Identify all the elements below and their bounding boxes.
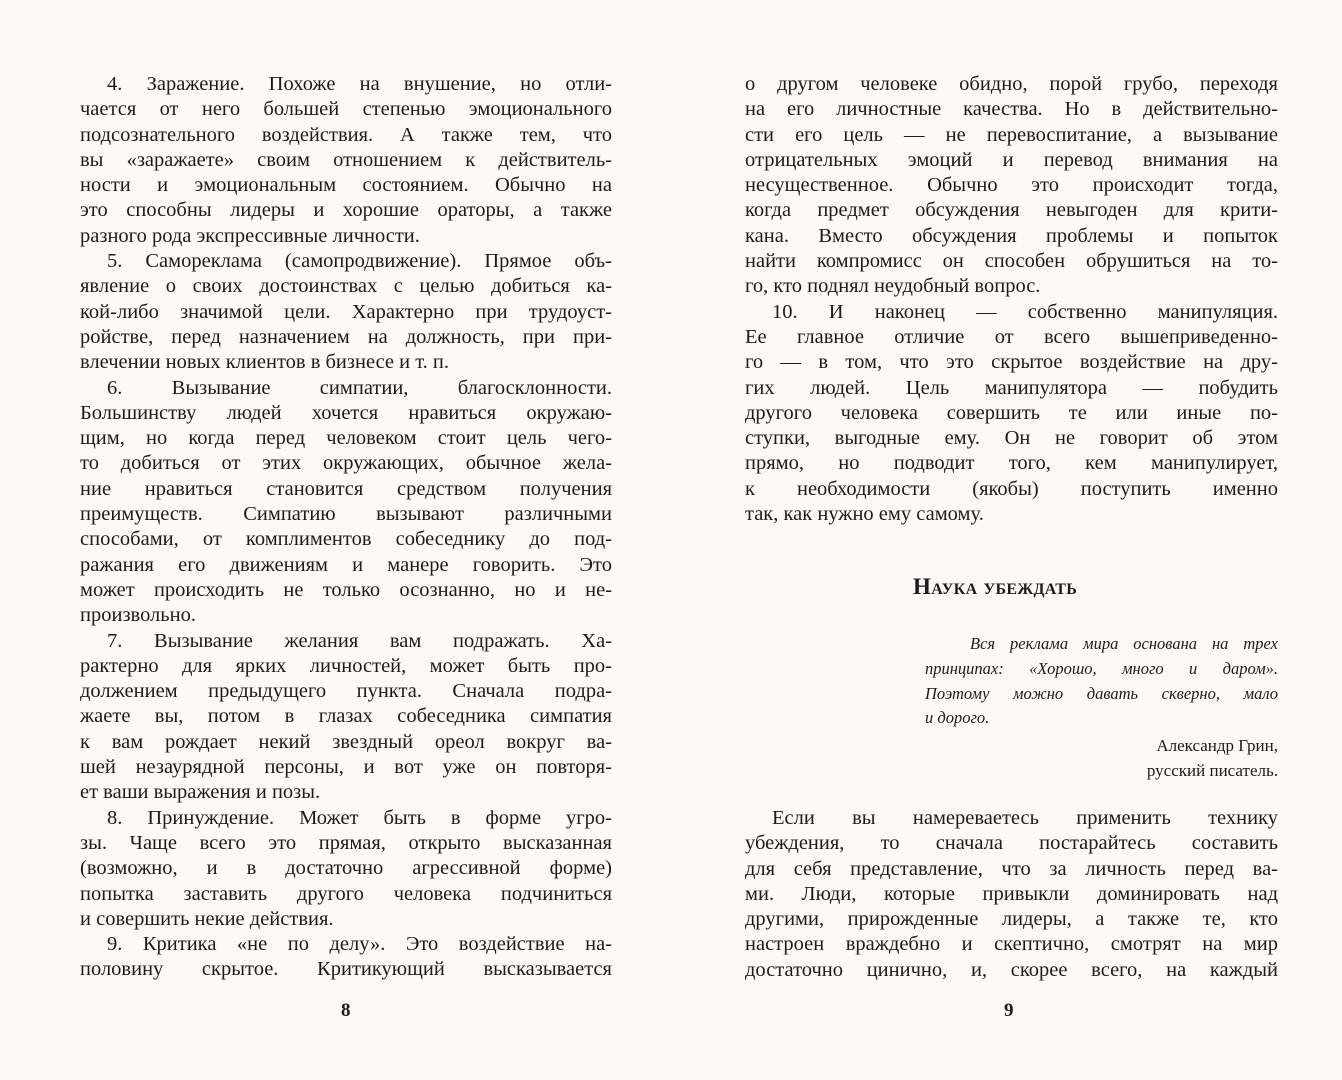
text-line: ройстве, перед назначением на должность, при при- [80, 325, 612, 348]
epigraph-attribution [1147, 733, 1278, 783]
text-line: найти компромисс он способен обрушиться на то- [745, 250, 1278, 273]
page-number-right: 9 [1004, 1000, 1014, 1021]
text-line: ступки, выгодные ему. Он не говорит об этом [745, 427, 1278, 450]
section-body-text [745, 806, 1278, 983]
left-page-text [80, 72, 612, 983]
text-line: на его личностные качества. Но в действительно- [745, 98, 1278, 121]
text-line: так, как нужно ему самому. [745, 503, 984, 526]
text-line: 4. Заражение. Похоже на внушение, но отли- [107, 73, 612, 95]
text-line: 10. И наконец — собственно манипуляция. [772, 300, 1278, 323]
text-line: шей незаурядной персоны, и вот уже он повторя- [80, 756, 612, 779]
epigraph-line: принципах: «Хорошо, много и даром». [925, 658, 1278, 678]
text-line: отрицательных эмоций и перевод внимания на [745, 148, 1278, 171]
epigraph-line: Вся реклама мира основана на трех [970, 634, 1278, 653]
text-line: прямо, но подводит того, кем манипулирует, [745, 452, 1278, 475]
text-line: вы «заражаете» своим отношением к действитель- [80, 148, 612, 171]
text-line: способами, от комплиментов собеседнику до под- [80, 528, 612, 551]
text-line: сти его цель — не перевоспитание, а вызывание [745, 123, 1278, 146]
text-line: произвольно. [80, 604, 196, 627]
text-line: 8. Принуждение. Может быть в форме угро- [107, 806, 612, 829]
text-line: ражания его движениям и манере говорить. Это [80, 553, 612, 576]
text-line: достаточно цинично, и, скорее всего, на каждый [745, 958, 1278, 981]
text-line: подсознательного воздействия. А также тем, что [80, 123, 612, 146]
text-line: попытка заставить другого человека подчиниться [80, 882, 612, 905]
text-line: влечении новых клиентов в бизнесе и т. п. [80, 351, 450, 374]
text-line: Если вы намереваетесь применить технику [772, 807, 1278, 829]
text-line: ние нравиться становится средством получения [80, 477, 612, 500]
text-line: 5. Самореклама (самопродвижение). Прямое объ- [107, 250, 612, 273]
paragraph [80, 376, 612, 629]
text-line: должением предыдущего пункта. Сначала подра- [80, 680, 612, 703]
paragraph [745, 300, 1278, 528]
text-line: Большинству людей хочется нравиться окружаю- [80, 401, 612, 424]
epigraph [925, 632, 1278, 731]
text-line: ми. Люди, которые привыкли доминировать над [745, 882, 1278, 905]
text-line: кана. Вместо обсуждения проблемы и попыток [745, 224, 1278, 247]
text-line: несущественное. Обычно это происходит тогда, [745, 174, 1278, 197]
text-line: го — в том, что это скрытое воздействие на дру- [745, 351, 1278, 374]
text-line: явление о своих достоинствах с целью добиться ка- [80, 275, 612, 298]
text-line: для себя представление, что за личность перед ва- [745, 857, 1278, 880]
right-page-text [745, 72, 1278, 527]
text-line: зы. Чаще всего это прямая, открыто высказанная [80, 831, 612, 854]
epigraph-line: и дорого. [925, 708, 990, 728]
text-line: это способны лидеры и хорошие ораторы, а также [80, 199, 612, 222]
section-heading: Наука убеждать [913, 574, 1078, 599]
text-line: жаете вы, потом в глазах собеседника симпатия [80, 705, 612, 728]
paragraph [80, 72, 612, 249]
text-line: о другом человеке обидно, порой грубо, переходя [745, 73, 1278, 95]
text-line: го, кто поднял неудобный вопрос. [745, 275, 1041, 298]
text-line: (возможно, и в достаточно агрессивной форме) [80, 857, 612, 880]
epigraph-author-description: русский писатель. [1146, 761, 1278, 780]
text-line: ет ваши выражения и позы. [80, 781, 321, 804]
text-line: гих людей. Цель манипулятора — побудить [745, 376, 1278, 399]
paragraph [745, 806, 1278, 983]
text-line: другими, прирожденные лидеры, а также те, кто [745, 908, 1278, 931]
text-line: убеждения, то сначала постарайтесь составить [745, 832, 1278, 855]
paragraph [745, 72, 1278, 300]
paragraph [80, 806, 612, 932]
text-line: когда предмет обсуждения невыгоден для крити- [745, 199, 1278, 222]
text-line: другого человека совершить те или иные по- [745, 401, 1278, 424]
text-line: настроен враждебно и скептично, смотрят на мир [745, 933, 1278, 956]
text-line: и совершить некие действия. [80, 907, 334, 930]
text-line: разного рода экспрессивные личности. [80, 224, 420, 247]
text-line: то добиться от этих окружающих, обычное жела- [80, 452, 612, 475]
text-line: к необходимости (якобы) поступить именно [745, 477, 1278, 500]
text-line: 9. Критика «не по делу». Это воздействие на- [107, 933, 612, 956]
text-line: к вам рождает некий звездный ореол вокруг ва- [80, 730, 612, 753]
text-line: преимуществ. Симпатию вызывают различными [80, 503, 612, 526]
text-line: Ее главное отличие от всего вышеприведенно- [745, 325, 1278, 348]
text-line: 7. Вызывание желания вам подражать. Ха- [107, 629, 612, 652]
text-line: чается от него большей степенью эмоционального [80, 98, 612, 121]
text-line: 6. Вызывание симпатии, благосклонности. [107, 376, 612, 399]
text-line: может происходить не только осознанно, но и не- [80, 578, 612, 601]
text-line: ности и эмоциональным состоянием. Обычно на [80, 174, 612, 197]
paragraph [80, 932, 612, 983]
paragraph [80, 249, 612, 375]
epigraph-author: Александр Грин, [1156, 736, 1278, 755]
epigraph-line: Поэтому можно давать скверно, мало [925, 683, 1278, 703]
text-line: кой-либо значимой цели. Характерно при трудоуст- [80, 300, 612, 323]
text-line: щим, но когда перед человеком стоит цель чего- [80, 427, 612, 450]
paragraph [80, 629, 612, 806]
text-line: рактерно для ярких личностей, может быть про- [80, 654, 612, 677]
page-number-left: 8 [341, 1000, 351, 1021]
text-line: половину скрытое. Критикующий высказывается [80, 958, 612, 981]
